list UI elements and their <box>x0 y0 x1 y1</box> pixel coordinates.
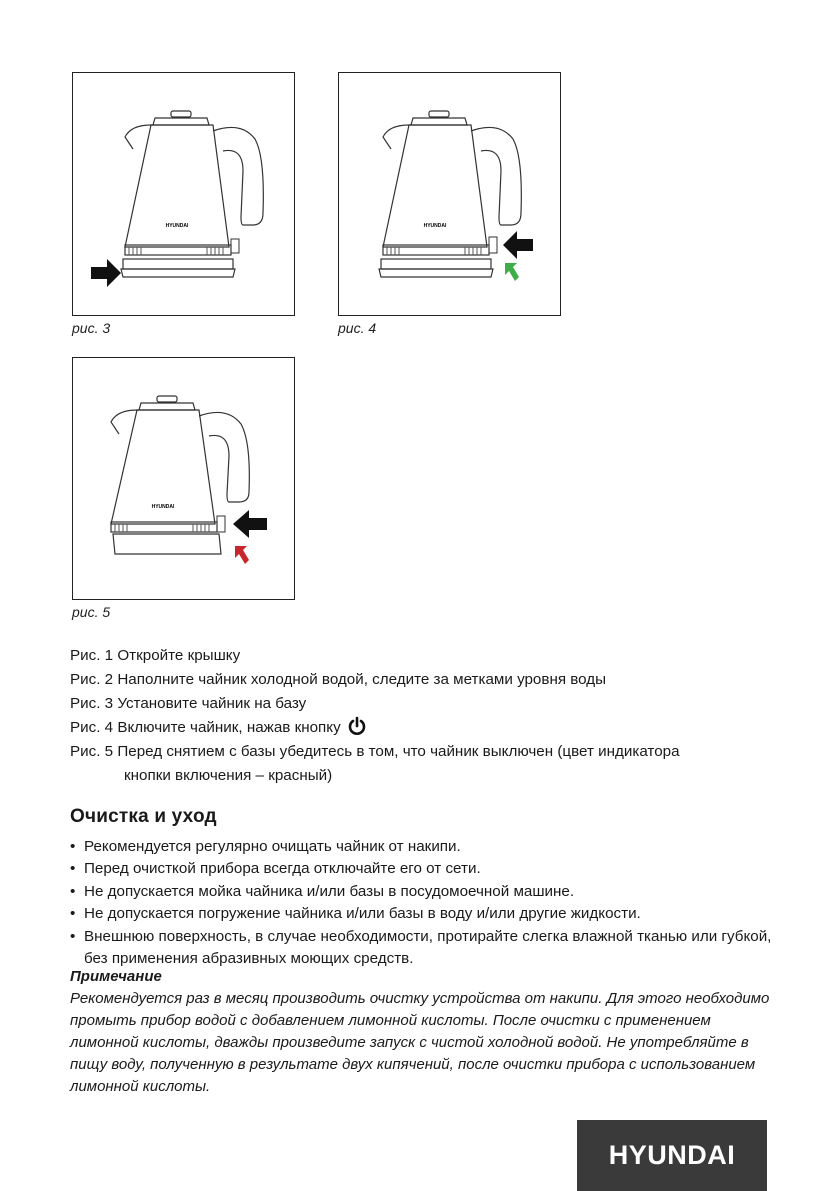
kettle-brand-label: HYUNDAI <box>151 504 175 510</box>
list-item: • Внешнюю поверхность, в случае необходимости, протирайте слегка влажной тканью или губкой, без применения абразивных моющих средств. <box>70 927 772 968</box>
steps-list <box>70 644 770 788</box>
list-item: • Не допускается погружение чайника и/или базы в воду и/или другие жидкости. <box>70 903 790 925</box>
bullet: • <box>70 860 76 878</box>
figure-4-frame <box>338 72 561 316</box>
cleaning-list <box>70 836 790 970</box>
power-icon <box>347 716 367 736</box>
kettle-illustration <box>73 73 296 317</box>
step-prefix: Рис. 1 <box>70 647 114 664</box>
list-item: • Перед очисткой прибора всегда отключайте его от сети. <box>70 858 790 880</box>
note-text: Рекомендуется раз в месяц производить очистку устройства от накипи. Для этого необходимо промыть прибор водой с добавлением лимонной кислоты. После очистки с применением лимонной кислоты, дважды произведите запуск с чистой холодной водой. Не употребляйте в пищу воду, полученную в результате двух кипячений, после очистки прибора с использованием лимонной кислоты. <box>70 990 770 1095</box>
bullet: • <box>70 882 76 900</box>
step-text: Включите чайник, нажав кнопку <box>117 719 341 736</box>
brand-name: HYUNDAI <box>608 1140 736 1170</box>
step-text: Установите чайник на базу <box>117 695 307 712</box>
note-title: Примечание <box>70 968 162 985</box>
list-item: • Рекомендуется регулярно очищать чайник от накипи. <box>70 836 790 858</box>
step-4 <box>70 716 770 740</box>
step-text: Откройте крышку <box>117 647 241 664</box>
step-1 <box>70 644 770 668</box>
list-item: • Не допускается мойка чайника и/или базы в посудомоечной машине. <box>70 881 790 903</box>
kettle-brand-label: HYUNDAI <box>423 223 447 229</box>
step-text-continuation: кнопки включения – красный) <box>124 767 333 784</box>
step-prefix: Рис. 4 <box>70 719 114 736</box>
step-2 <box>70 668 770 692</box>
section-title: Очистка и уход <box>70 806 217 827</box>
figure-3-frame <box>72 72 295 316</box>
figure-5-caption: рис. 5 <box>72 604 111 620</box>
bullet: • <box>70 905 76 923</box>
indicator-arrow-red <box>235 546 249 564</box>
step-prefix: Рис. 2 <box>70 671 114 688</box>
bullet: • <box>70 927 76 945</box>
brand-logo <box>577 1120 767 1191</box>
step-prefix: Рис. 5 <box>70 743 114 760</box>
kettle-illustration <box>73 358 296 601</box>
press-arrow <box>503 231 533 259</box>
figure-5-frame <box>72 357 295 600</box>
indicator-arrow-green <box>505 263 519 281</box>
kettle-brand-label: HYUNDAI <box>165 223 189 229</box>
step-5 <box>70 740 770 788</box>
figure-4-caption: рис. 4 <box>338 320 377 336</box>
step-3 <box>70 692 770 716</box>
figure-3-caption: рис. 3 <box>72 320 111 336</box>
press-arrow <box>233 510 267 538</box>
step-text: Перед снятием с базы убедитесь в том, что чайник выключен (цвет индикатора <box>117 743 680 760</box>
step-text: Наполните чайник холодной водой, следите за метками уровня воды <box>117 671 607 688</box>
insert-arrow <box>91 259 121 287</box>
step-prefix: Рис. 3 <box>70 695 114 712</box>
bullet: • <box>70 838 76 855</box>
kettle-illustration <box>339 73 562 317</box>
